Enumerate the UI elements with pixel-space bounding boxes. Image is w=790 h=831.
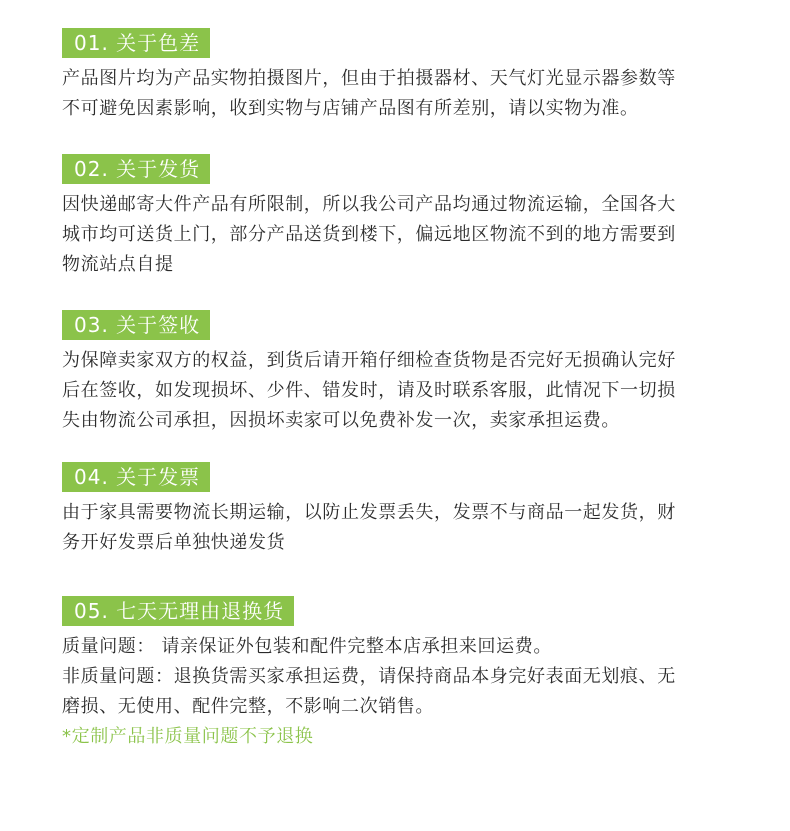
body-line: 务开好发票后单独快递发货 bbox=[62, 532, 286, 553]
section-body bbox=[62, 632, 760, 752]
section-body bbox=[62, 346, 760, 436]
section-heading-badge: 05. 七天无理由退换货 bbox=[62, 596, 294, 626]
body-line: 因快递邮寄大件产品有所限制，所以我公司产品均通过物流运输，全国各大 bbox=[62, 194, 676, 215]
section-shipping bbox=[62, 154, 760, 280]
section-invoice bbox=[62, 462, 760, 558]
body-line: 物流站点自提 bbox=[62, 254, 174, 275]
body-line: 质量问题： 请亲保证外包装和配件完整本店承担来回运费。 bbox=[62, 636, 552, 657]
section-signing bbox=[62, 310, 760, 436]
section-heading-badge: 01. 关于色差 bbox=[62, 28, 210, 58]
section-heading-badge: 04. 关于发票 bbox=[62, 462, 210, 492]
section-body bbox=[62, 64, 760, 124]
body-line: 非质量问题：退换货需买家承担运费，请保持商品本身完好表面无划痕、无 bbox=[62, 666, 676, 687]
section-heading-badge: 03. 关于签收 bbox=[62, 310, 210, 340]
custom-product-note: *定制产品非质量问题不予退换 bbox=[62, 726, 314, 747]
body-line: 为保障卖家双方的权益，到货后请开箱仔细检查货物是否完好无损确认完好 bbox=[62, 350, 676, 371]
body-line: 不可避免因素影响，收到实物与店铺产品图有所差别，请以实物为准。 bbox=[62, 98, 639, 119]
section-heading-badge: 02. 关于发货 bbox=[62, 154, 210, 184]
section-color-difference bbox=[62, 28, 760, 124]
body-line: 磨损、无使用、配件完整，不影响二次销售。 bbox=[62, 696, 434, 717]
body-line: 失由物流公司承担，因损坏卖家可以免费补发一次，卖家承担运费。 bbox=[62, 410, 620, 431]
section-body bbox=[62, 190, 760, 280]
body-line: 城市均可送货上门，部分产品送货到楼下，偏远地区物流不到的地方需要到 bbox=[62, 224, 676, 245]
body-line: 产品图片均为产品实物拍摄图片，但由于拍摄器材、天气灯光显示器参数等 bbox=[62, 68, 676, 89]
body-line: 后在签收，如发现损坏、少件、错发时，请及时联系客服，此情况下一切损 bbox=[62, 380, 676, 401]
section-body bbox=[62, 498, 760, 558]
section-returns bbox=[62, 596, 760, 752]
body-line: 由于家具需要物流长期运输，以防止发票丢失，发票不与商品一起发货，财 bbox=[62, 502, 676, 523]
